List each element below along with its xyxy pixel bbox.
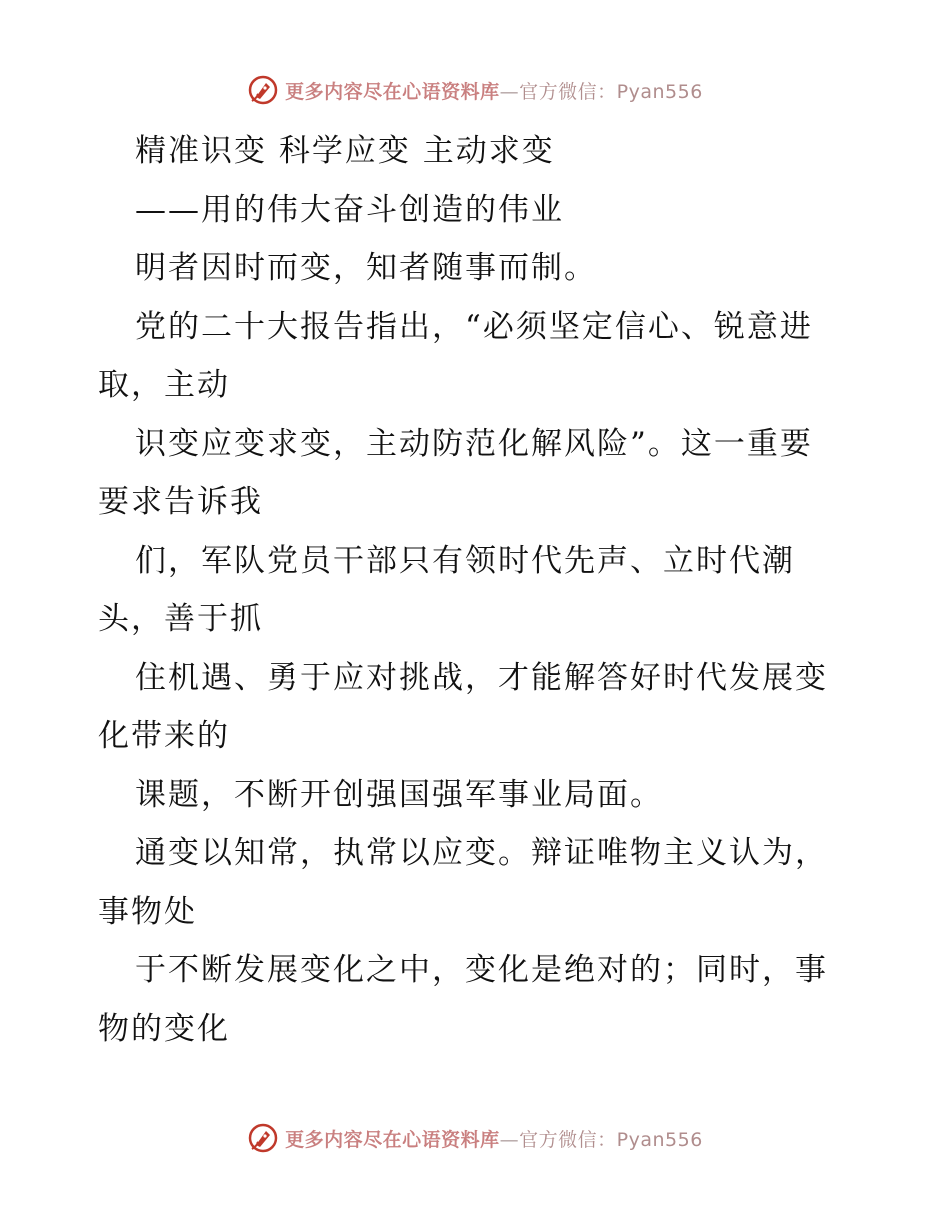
header-banner-separator: — [499,80,520,103]
footer-banner-wechat: 官方微信：Pyan556 [519,1128,703,1151]
footer-banner-text [285,1125,703,1152]
document-line: 识变应变求变，主动防范化解风险”。这一重要 [135,425,813,462]
pen-nib-circle-icon [247,1122,279,1154]
document-body [98,122,858,1058]
footer-banner [0,1118,950,1158]
document-line: ——用的伟大奋斗创造的伟业 [135,191,564,228]
header-banner-inner [247,74,703,106]
document-line: 物的变化 [98,1010,230,1047]
document-line: 化带来的 [98,718,230,754]
document-line: 们，军队党员干部只有领时代先声、立时代潮 [135,542,795,579]
pen-nib-circle-icon [247,74,279,106]
header-banner-title: 更多内容尽在心语资料库 [285,80,500,103]
footer-banner-separator: — [499,1128,520,1151]
header-banner-text [285,77,703,104]
document-line: 精准识变 科学应变 主动求变 [135,133,555,169]
document-line: 头，善于抓 [98,601,263,637]
document-line: 课题，不断开创强国强军事业局面。 [135,776,663,813]
document-line: 通变以知常，执常以应变。辩证唯物主义认为， [135,835,828,871]
footer-banner-inner [247,1122,703,1154]
document-line: 于不断发展变化之中，变化是绝对的；同时，事 [135,952,828,988]
document-line: 住机遇、勇于应对挑战，才能解答好时代发展变 [135,659,828,696]
document-line: 要求告诉我 [98,484,263,520]
header-banner-wechat: 官方微信：Pyan556 [519,80,703,103]
document-line: 党的二十大报告指出，“必须坚定信心、锐意进 [135,308,813,345]
header-banner [0,70,950,110]
document-line: 取，主动 [98,367,230,403]
footer-banner-title: 更多内容尽在心语资料库 [285,1128,500,1151]
document-line: 事物处 [98,893,197,930]
document-line: 明者因时而变，知者随事而制。 [135,250,597,286]
